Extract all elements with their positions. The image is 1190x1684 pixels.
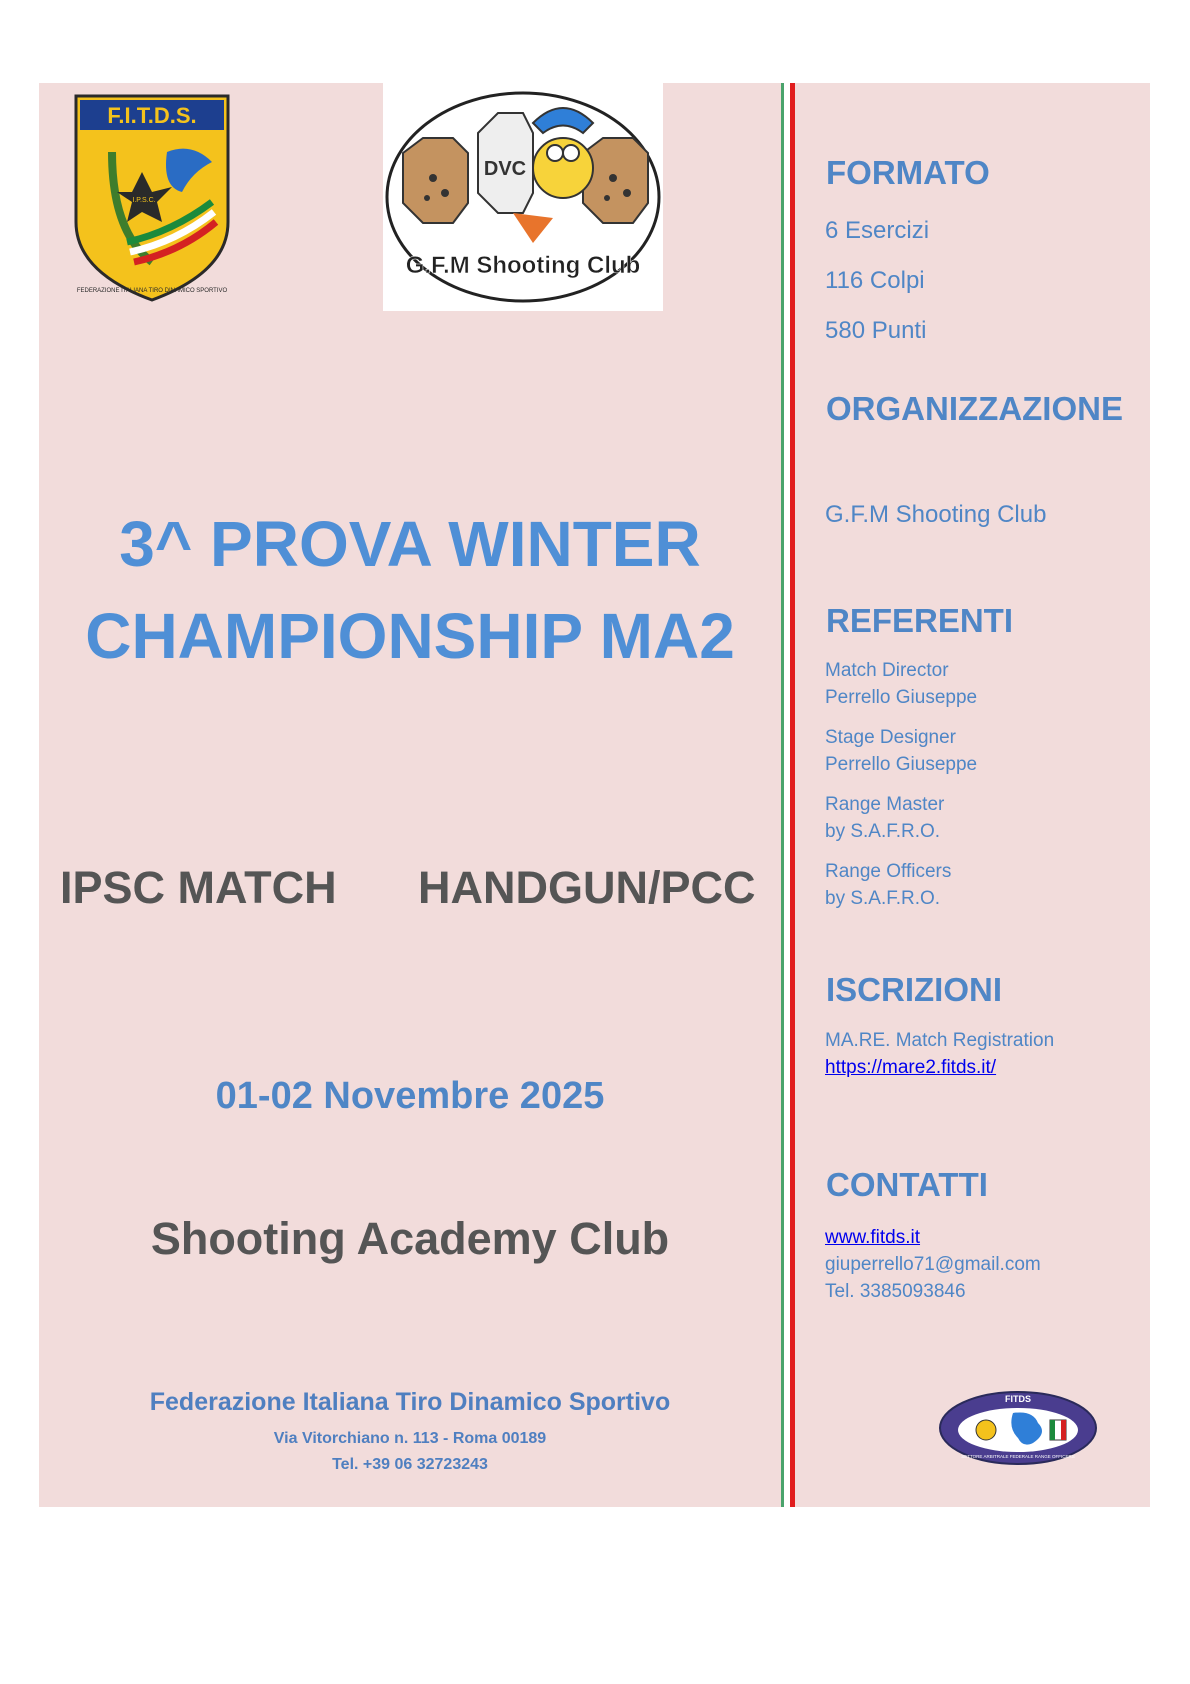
formato-heading: FORMATO (826, 154, 990, 191)
fitds-logo-center: I.P.S.C. (132, 197, 156, 204)
fitds-logo-ring: FEDERAZIONE ITALIANA TIRO DINAMICO SPORTIVO (76, 288, 228, 294)
referente-name: by S.A.F.R.O. (825, 821, 941, 842)
contatti-email: giuperrello71@gmail.com (825, 1254, 1041, 1275)
tricolor-stripe-red (790, 83, 795, 1507)
contatti-tel: Tel. 3385093846 (825, 1281, 966, 1302)
referente-role: Range Officers (825, 861, 952, 882)
contatti-website-link[interactable]: www.fitds.it (825, 1227, 921, 1248)
referente-entry (825, 858, 951, 912)
referente-name: by S.A.F.R.O. (825, 888, 941, 909)
gfm-shooting-club-logo (383, 83, 663, 311)
referente-role: Range Master (825, 794, 945, 815)
referente-entry (825, 657, 977, 711)
division: HANDGUN/PCC (418, 862, 756, 913)
referente-name: Perrello Giuseppe (825, 687, 978, 708)
formato-item: 6 Esercizi (825, 217, 930, 244)
formato-item: 116 Colpi (825, 267, 925, 294)
formato-item: 580 Punti (825, 317, 927, 344)
contatti-block (825, 1224, 1041, 1305)
gfm-logo-text: G.F.M Shooting Club (405, 252, 641, 279)
match-type: IPSC MATCH (60, 862, 337, 913)
referente-name: Perrello Giuseppe (825, 754, 978, 775)
federation-name: Federazione Italiana Tiro Dinamico Sportivo (149, 1388, 671, 1416)
event-date: 01-02 Novembre 2025 (215, 1075, 605, 1117)
safro-logo-ring: SETTORE ARBITRALE FEDERALE RANGE OFFICERS (961, 1454, 1075, 1459)
referente-entry (825, 791, 944, 845)
iscrizioni-link[interactable]: https://mare2.fitds.it/ (825, 1057, 997, 1078)
event-title-line2: CHAMPIONSHIP MA2 (85, 600, 735, 672)
referente-role: Match Director (825, 660, 949, 681)
federation-address: Via Vitorchiano n. 113 - Roma 00189 (273, 1430, 547, 1447)
federation-tel: Tel. +39 06 32723243 (332, 1456, 488, 1473)
iscrizioni-block (825, 1027, 1054, 1081)
referente-entry (825, 724, 977, 778)
gfm-badge-text: DVC (483, 158, 527, 180)
iscrizioni-label: MA.RE. Match Registration (825, 1030, 1055, 1051)
event-title (60, 498, 760, 682)
fitds-logo-text: F.I.T.D.S. (107, 103, 197, 128)
event-venue: Shooting Academy Club (150, 1213, 670, 1264)
contatti-heading: CONTATTI (826, 1166, 988, 1203)
safro-logo (938, 1388, 1098, 1468)
fitds-shield-logo (72, 92, 232, 304)
organizzazione-heading: ORGANIZZAZIONE (826, 390, 1123, 427)
event-title-line1: 3^ PROVA WINTER (119, 508, 701, 580)
safro-logo-top: FITDS (1005, 1394, 1031, 1404)
referenti-heading: REFERENTI (826, 602, 1014, 639)
referente-role: Stage Designer (825, 727, 956, 748)
organizzazione-value: G.F.M Shooting Club (825, 501, 1047, 528)
iscrizioni-heading: ISCRIZIONI (826, 971, 1003, 1008)
